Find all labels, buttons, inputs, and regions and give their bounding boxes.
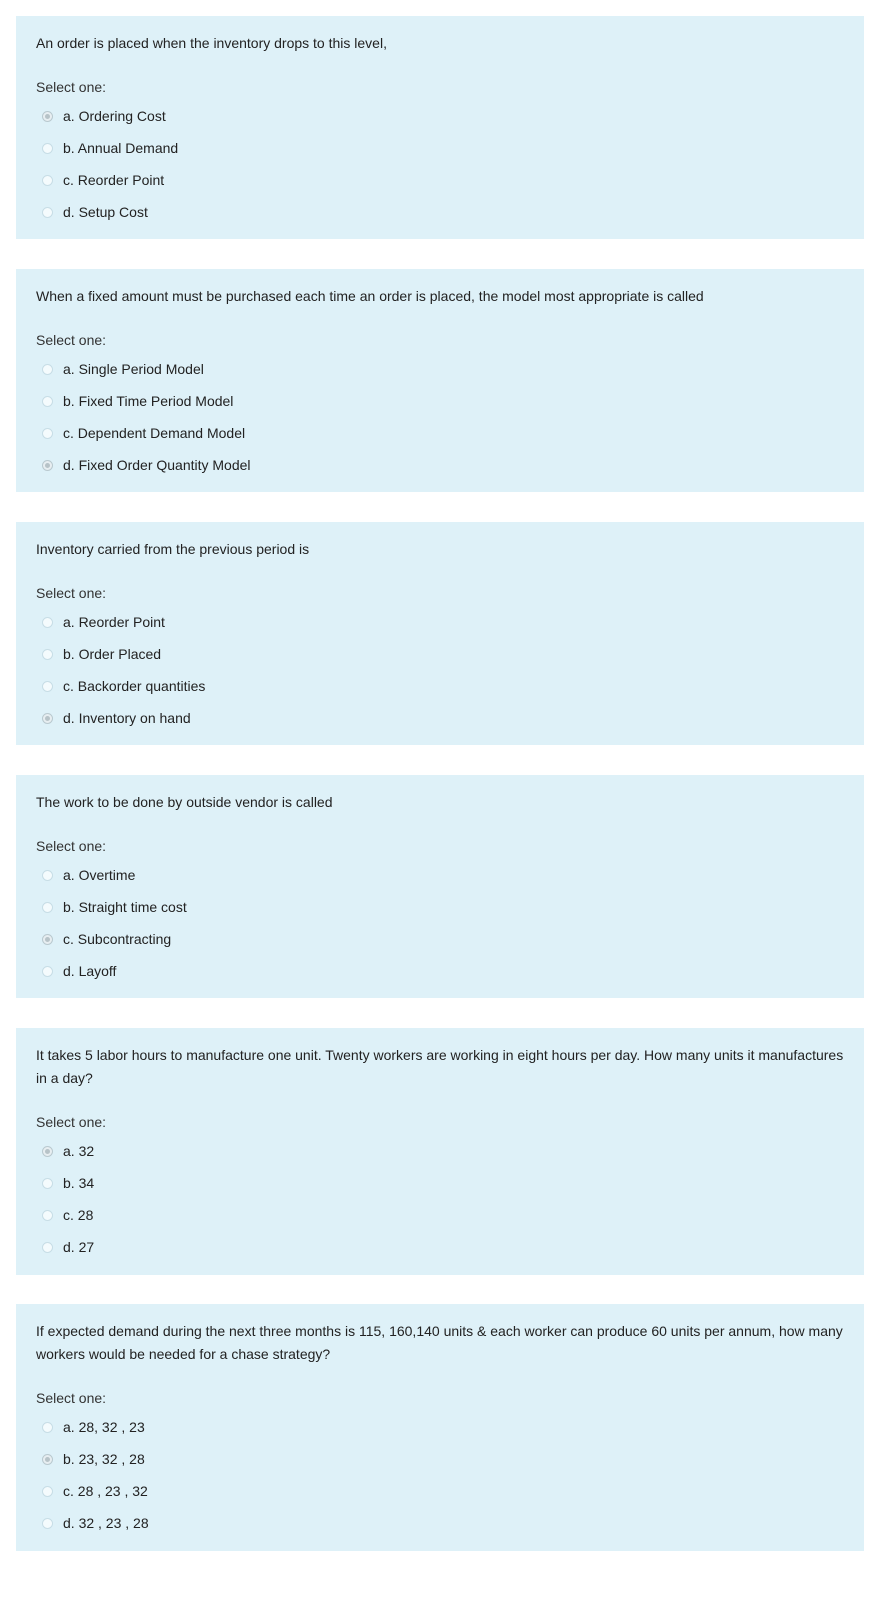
answer-option[interactable]: [36, 1199, 844, 1231]
radio-button-selected[interactable]: [42, 460, 53, 471]
question-card: [16, 775, 864, 998]
question-text: An order is placed when the inventory drops to this level,: [36, 35, 387, 51]
answer-options: [36, 1411, 844, 1539]
question-card: [16, 16, 864, 239]
radio-button[interactable]: [42, 902, 53, 913]
radio-button-selected[interactable]: [42, 1146, 53, 1157]
answer-option[interactable]: [36, 353, 844, 385]
answer-option[interactable]: [36, 702, 844, 734]
option-label: c. Reorder Point: [63, 172, 165, 188]
answer-option[interactable]: [36, 417, 844, 449]
answer-option[interactable]: [36, 1507, 844, 1539]
option-label: d. Layoff: [63, 963, 117, 979]
answer-option[interactable]: [36, 891, 844, 923]
answer-option[interactable]: [36, 164, 844, 196]
radio-button-selected[interactable]: [42, 934, 53, 945]
option-label: c. Backorder quantities: [63, 678, 206, 694]
option-label: c. Dependent Demand Model: [63, 425, 246, 441]
select-one-label: Select one:: [36, 1114, 107, 1130]
option-label: d. 32 , 23 , 28: [63, 1515, 149, 1531]
option-label: a. Ordering Cost: [63, 108, 166, 124]
answer-option[interactable]: [36, 196, 844, 228]
select-one-label: Select one:: [36, 838, 107, 854]
question-text: It takes 5 labor hours to manufacture one unit. Twenty workers are working in eight hours per day. How many units it manufactures in a day?: [36, 1047, 844, 1086]
question-card: [16, 522, 864, 745]
radio-button[interactable]: [42, 966, 53, 977]
radio-button-selected[interactable]: [42, 713, 53, 724]
answer-option[interactable]: [36, 1231, 844, 1263]
option-label: c. 28: [63, 1207, 94, 1223]
answer-option[interactable]: [36, 923, 844, 955]
answer-option[interactable]: [36, 132, 844, 164]
answer-option[interactable]: [36, 955, 844, 987]
select-one-label: Select one:: [36, 585, 107, 601]
option-label: d. 27: [63, 1239, 95, 1255]
option-label: c. Subcontracting: [63, 931, 172, 947]
radio-button[interactable]: [42, 1486, 53, 1497]
option-label: c. 28 , 23 , 32: [63, 1483, 148, 1499]
option-label: b. Fixed Time Period Model: [63, 393, 234, 409]
radio-button[interactable]: [42, 428, 53, 439]
option-label: a. 28, 32 , 23: [63, 1419, 145, 1435]
radio-button[interactable]: [42, 396, 53, 407]
option-label: b. 34: [63, 1175, 95, 1191]
answer-option[interactable]: [36, 1135, 844, 1167]
answer-option[interactable]: [36, 606, 844, 638]
radio-button[interactable]: [42, 870, 53, 881]
answer-option[interactable]: [36, 1443, 844, 1475]
option-label: b. Order Placed: [63, 646, 162, 662]
radio-button[interactable]: [42, 1422, 53, 1433]
answer-options: [36, 100, 844, 228]
option-label: a. Overtime: [63, 867, 136, 883]
question-card: [16, 1028, 864, 1275]
answer-option[interactable]: [36, 100, 844, 132]
question-text: The work to be done by outside vendor is called: [36, 794, 333, 810]
answer-option[interactable]: [36, 385, 844, 417]
answer-option[interactable]: [36, 1167, 844, 1199]
radio-button[interactable]: [42, 1210, 53, 1221]
radio-button[interactable]: [42, 1518, 53, 1529]
option-label: a. 32: [63, 1143, 95, 1159]
answer-option[interactable]: [36, 1475, 844, 1507]
answer-options: [36, 859, 844, 987]
option-label: d. Setup Cost: [63, 204, 148, 220]
question-card: [16, 1304, 864, 1551]
radio-button[interactable]: [42, 175, 53, 186]
answer-option[interactable]: [36, 638, 844, 670]
radio-button[interactable]: [42, 649, 53, 660]
radio-button-selected[interactable]: [42, 111, 53, 122]
select-one-label: Select one:: [36, 1390, 107, 1406]
question-text: Inventory carried from the previous period is: [36, 541, 310, 557]
answer-option[interactable]: [36, 670, 844, 702]
option-label: b. Annual Demand: [63, 140, 179, 156]
answer-options: [36, 1135, 844, 1263]
option-label: b. 23, 32 , 28: [63, 1451, 145, 1467]
question-text: When a fixed amount must be purchased each time an order is placed, the model most appropriate is called: [36, 288, 704, 304]
question-card: [16, 269, 864, 492]
radio-button[interactable]: [42, 617, 53, 628]
radio-button[interactable]: [42, 1178, 53, 1189]
radio-button[interactable]: [42, 1242, 53, 1253]
answer-option[interactable]: [36, 449, 844, 481]
select-one-label: Select one:: [36, 332, 107, 348]
option-label: b. Straight time cost: [63, 899, 187, 915]
answer-options: [36, 353, 844, 481]
answer-options: [36, 606, 844, 734]
option-label: d. Fixed Order Quantity Model: [63, 457, 251, 473]
question-text: If expected demand during the next three months is 115, 160,140 units & each worker can produce 60 units per annum, how many workers would be needed for a chase strategy?: [36, 1323, 843, 1362]
option-label: a. Reorder Point: [63, 614, 165, 630]
radio-button[interactable]: [42, 681, 53, 692]
radio-button[interactable]: [42, 143, 53, 154]
answer-option[interactable]: [36, 1411, 844, 1443]
radio-button-selected[interactable]: [42, 1454, 53, 1465]
radio-button[interactable]: [42, 364, 53, 375]
option-label: d. Inventory on hand: [63, 710, 191, 726]
select-one-label: Select one:: [36, 79, 107, 95]
option-label: a. Single Period Model: [63, 361, 204, 377]
answer-option[interactable]: [36, 859, 844, 891]
radio-button[interactable]: [42, 207, 53, 218]
